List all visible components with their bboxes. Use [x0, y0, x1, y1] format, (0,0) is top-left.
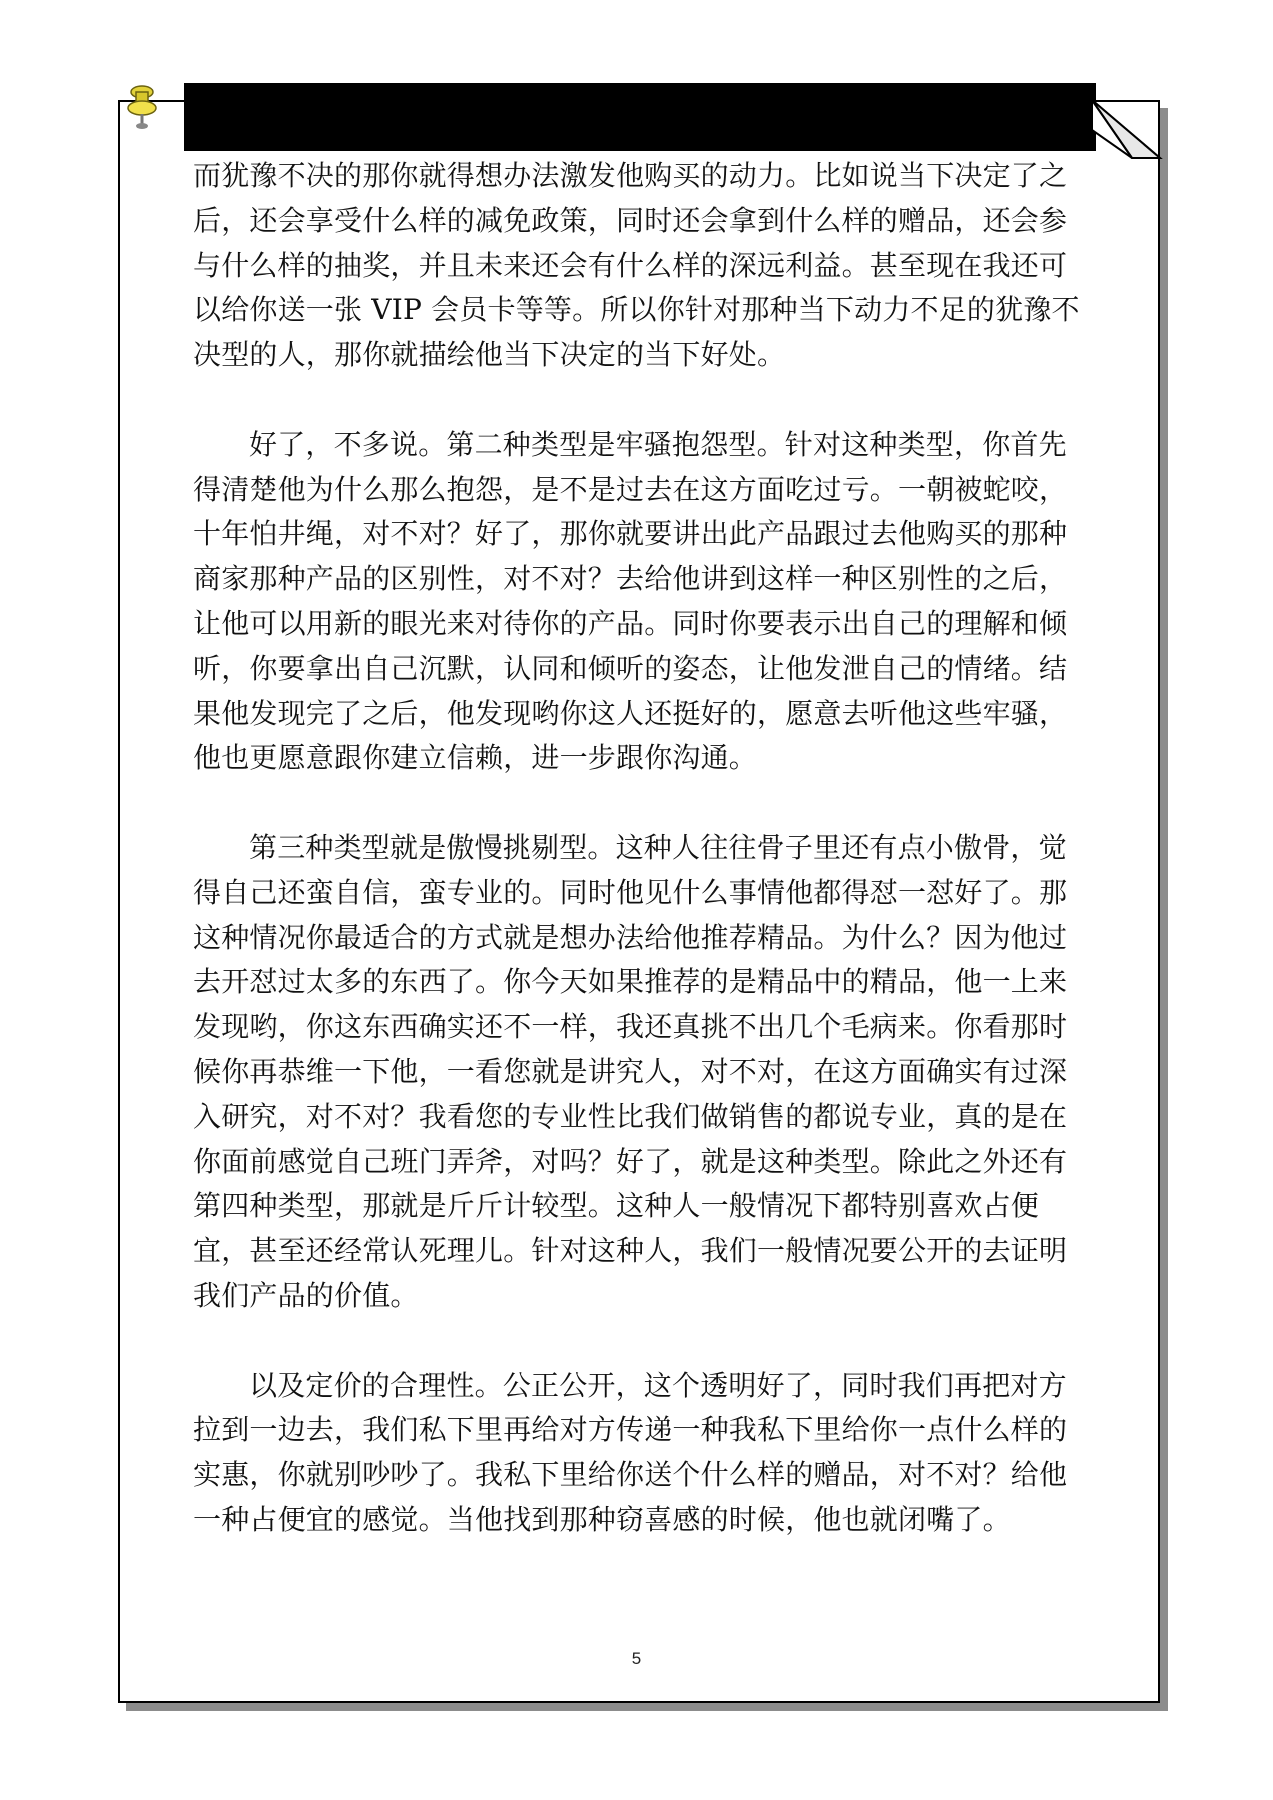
paragraph-1: 而犹豫不决的那你就得想办法激发他购买的动力。比如说当下决定了之后，还会享受什么样的减免政策，同时还会拿到什么样的赠品，还会参与什么样的抽奖，并且未来还会有什么样的深远利益。甚至现在我还可以给你送一张 VIP 会员卡等等。所以你针对那种当下动力不足的犹豫不决型的人，那你就描绘他当下决定的当下好处。 — [193, 159, 1080, 372]
paragraph-4: 以及定价的合理性。公正公开，这个透明好了，同时我们再把对方拉到一边去，我们私下里再给对方传递一种我私下里给你一点什么样的实惠，你就别吵吵了。我私下里给你送个什么样的赠品，对不对？给他一种占便宜的感觉。当他找到那种窃喜感的时候，他也就闭嘴了。 — [193, 1368, 1068, 1536]
page-curl-icon — [1092, 100, 1160, 158]
pushpin-icon — [118, 80, 166, 146]
page-number: 5 — [631, 1649, 642, 1668]
header-bar — [184, 83, 1096, 151]
body-text — [193, 154, 1087, 1588]
paragraph-3: 第三种类型就是傲慢挑剔型。这种人往往骨子里还有点小傲骨，觉得自己还蛮自信，蛮专业的。同时他见什么事情他都得怼一怼好了。那这种情况你最适合的方式就是想办法给他推荐精品。为什么？因为他过去开怼过太多的东西了。你今天如果推荐的是精品中的精品，他一上来发现哟，你这东西确实还不一样，我还真挑不出几个毛病来。你看那时候你再恭维一下他，一看您就是讲究人，对不对，在这方面确实有过深入研究，对不对？我看您的专业性比我们做销售的都说专业，真的是在你面前感觉自己班门弄斧，对吗？好了，就是这种类型。除此之外还有第四种类型，那就是斤斤计较型。这种人一般情况下都特别喜欢占便宜，甚至还经常认死理儿。针对这种人，我们一般情况要公开的去证明我们产品的价值。 — [193, 830, 1068, 1312]
paragraph-2: 好了，不多说。第二种类型是牢骚抱怨型。针对这种类型，你首先得清楚他为什么那么抱怨，是不是过去在这方面吃过亏。一朝被蛇咬，十年怕井绳，对不对？好了，那你就要讲出此产品跟过去他购买的那种商家那种产品的区别性，对不对？去给他讲到这样一种区别性的之后，让他可以用新的眼光来对待你的产品。同时你要表示出自己的理解和倾听，你要拿出自己沉默，认同和倾听的姿态，让他发泄自己的情绪。结果他发现完了之后，他发现哟你这人还挺好的，愿意去听他这些牢骚，他也更愿意跟你建立信赖，进一步跟你沟通。 — [193, 427, 1068, 775]
